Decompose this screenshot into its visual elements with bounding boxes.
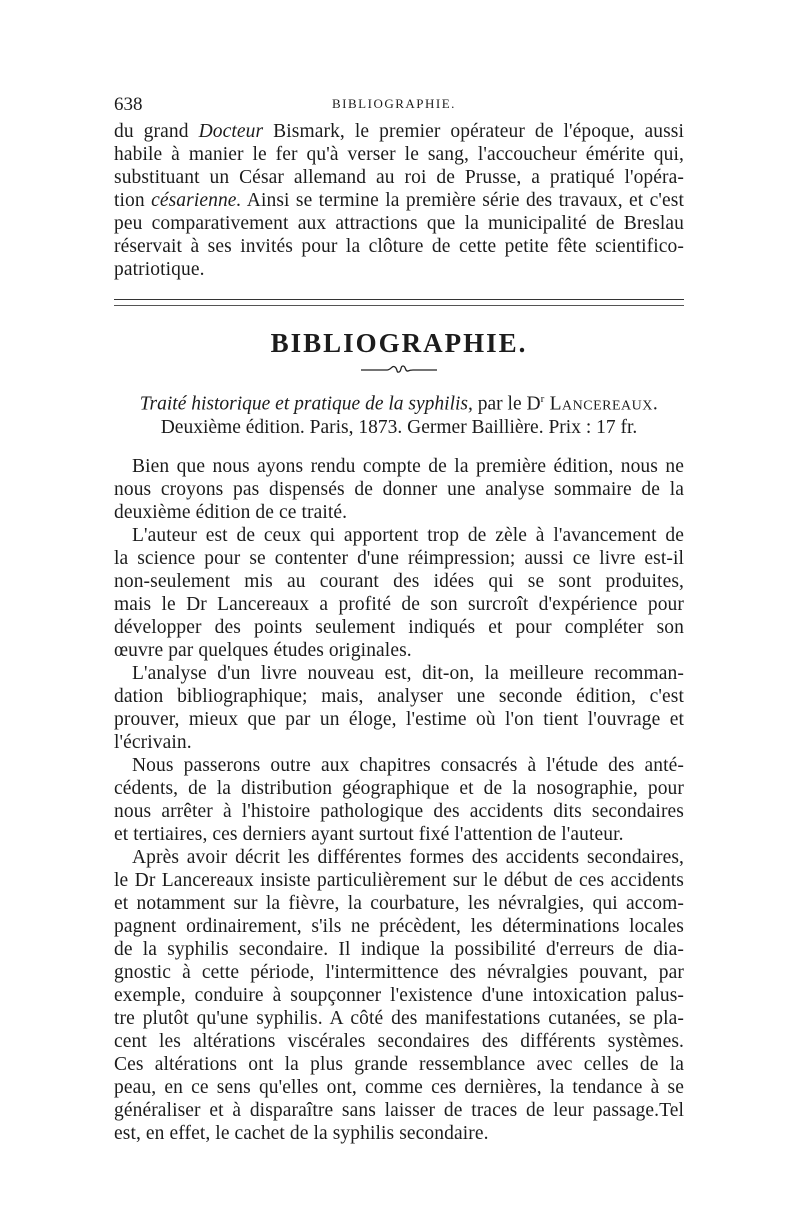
review-paragraph-4 bbox=[114, 754, 684, 846]
review-paragraph-1 bbox=[114, 455, 684, 524]
review-line: nous arrêter à l'histoire pathologique des accidents dits secondaires bbox=[114, 800, 684, 822]
review-line: gnostic à cette période, l'intermittence des névralgies pouvant, par bbox=[114, 961, 684, 983]
running-title: BIBLIOGRAPHIE. bbox=[332, 96, 456, 111]
intro-line: habile à manier le fer qu'à verser le sang, l'accoucheur émérite qui, bbox=[114, 144, 684, 165]
review-line: est, en effet, le cachet de la syphilis secondaire. bbox=[114, 1122, 489, 1144]
review-line: cédents, de la distribution géographique et de la nosographie, pour bbox=[114, 777, 684, 799]
review-line: généraliser et à disparaître sans laisser de traces de leur passage.Tel bbox=[114, 1099, 684, 1121]
intro-line: peu comparativement aux attractions que la municipalité de Breslau bbox=[114, 213, 684, 234]
review-paragraph-2 bbox=[114, 524, 684, 662]
review-paragraph-5 bbox=[114, 846, 684, 1145]
review-line: tre plutôt qu'une syphilis. A côté des manifestations cutanées, se pla- bbox=[114, 1007, 684, 1029]
intro-cesarienne: césarienne. bbox=[151, 190, 242, 211]
review-line: mais le Dr Lancereaux a profité de son surcroît d'expérience pour bbox=[114, 593, 684, 615]
review-line: Bien que nous ayons rendu compte de la première édition, nous ne bbox=[132, 455, 684, 477]
review-line: peau, en ce sens qu'elles ont, comme ces dernières, la tendance à se bbox=[114, 1076, 684, 1098]
review-line: Nous passerons outre aux chapitres consacrés à l'étude des anté- bbox=[132, 754, 684, 776]
review-line: dation bibliographique; mais, analyser une seconde édition, c'est bbox=[114, 685, 684, 707]
running-head bbox=[114, 92, 684, 120]
intro-paragraph bbox=[114, 120, 684, 281]
review-line: nous croyons pas dispensés de donner une analyse sommaire de la bbox=[114, 478, 684, 500]
document-page bbox=[114, 92, 684, 1145]
review-line: et tertiaires, ces derniers ayant surtout fixé l'attention de l'auteur. bbox=[114, 823, 624, 845]
review-line: deuxième édition de ce traité. bbox=[114, 501, 348, 523]
review-line: œuvre par quelques études originales. bbox=[114, 639, 412, 661]
section-divider bbox=[114, 299, 684, 306]
intro-line-rest: Bismark, le premier opérateur de l'époque, aussi bbox=[263, 121, 684, 142]
review-line: prouver, mieux que par un éloge, l'estime où l'on tient l'ouvrage et bbox=[114, 708, 684, 730]
ornament-icon bbox=[114, 362, 684, 378]
intro-line: patriotique. bbox=[114, 259, 205, 280]
intro-line: réservait à ses invités pour la clôture de cette petite fête scientifico- bbox=[114, 236, 684, 257]
review-line: non-seulement mis au courant des idées qui se sont produites, bbox=[114, 570, 684, 592]
intro-line: substituant un César allemand au roi de Prusse, a pratiqué l'opéra- bbox=[114, 167, 684, 188]
review-line: Après avoir décrit les différentes formes des accidents secondaires, bbox=[132, 846, 684, 868]
intro-docteur: Docteur bbox=[198, 121, 264, 142]
section-title: BIBLIOGRAPHIE. bbox=[270, 328, 528, 358]
review-paragraph-3 bbox=[114, 662, 684, 754]
book-by: par le D bbox=[472, 393, 541, 415]
review-line: de la syphilis secondaire. Il indique la possibilité d'erreurs de dia- bbox=[114, 938, 684, 960]
review-line: pagnent ordinairement, s'ils ne précèdent, les déterminations locales bbox=[114, 915, 684, 937]
review-line: développer des points seulement indiqués et pour compléter son bbox=[114, 616, 684, 638]
intro-line: tion césarienne. Ainsi se termine la première série des travaux, et c'est bbox=[114, 190, 684, 211]
review-line: Ces altérations ont la plus grande ressemblance avec celles de la bbox=[114, 1053, 684, 1075]
review-line: la science pour se contenter d'une réimpression; aussi ce livre est-il bbox=[114, 547, 684, 569]
review-line: exemple, conduire à soupçonner l'existence d'une intoxication palus- bbox=[114, 984, 684, 1006]
book-author: Lancereaux. bbox=[544, 393, 659, 415]
review-line: l'écrivain. bbox=[114, 731, 192, 753]
book-reference bbox=[114, 388, 684, 416]
ornament-icon bbox=[359, 362, 439, 376]
review-line: L'analyse d'un livre nouveau est, dit-on, la meilleure recomman- bbox=[132, 662, 684, 684]
intro-line-rest: Ainsi se termine la première série des travaux, et c'est bbox=[241, 190, 684, 211]
review-line: L'auteur est de ceux qui apportent trop de zèle à l'avancement de bbox=[132, 524, 684, 546]
review-line: cent les altérations viscérales secondaires des différents systèmes. bbox=[114, 1030, 684, 1052]
review-line: et notamment sur la fièvre, la courbature, les névralgies, qui accom- bbox=[114, 892, 684, 914]
intro-line: du grand Docteur Bismark, le premier opérateur de l'époque, aussi bbox=[114, 121, 684, 142]
book-title: Traité historique et pratique de la syphilis, bbox=[139, 393, 473, 415]
review-line: le Dr Lancereaux insiste particulièrement sur le début de ces accidents bbox=[114, 869, 684, 891]
page-number: 638 bbox=[114, 94, 143, 115]
book-edition: Deuxième édition. Paris, 1873. Germer Baillière. Prix : 17 fr. bbox=[160, 416, 638, 438]
book-author-sup: r bbox=[540, 393, 545, 405]
